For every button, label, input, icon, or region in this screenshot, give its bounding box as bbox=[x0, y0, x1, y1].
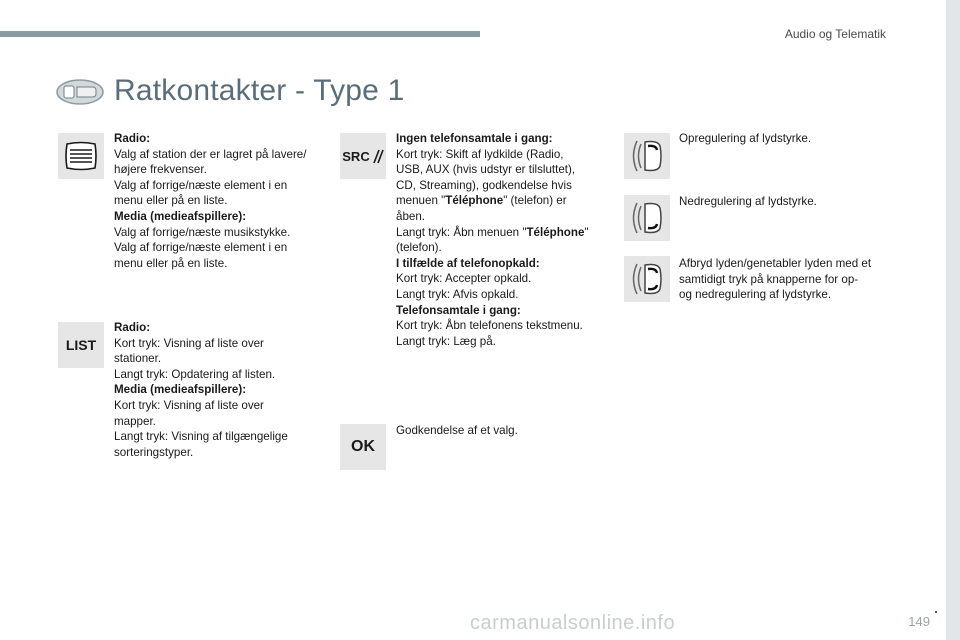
text-line: menu eller på en liste. bbox=[114, 194, 228, 208]
text-line: højere frekvenser. bbox=[114, 163, 207, 177]
list-button-icon bbox=[58, 322, 104, 368]
text-line: Kort tryk: Visning af liste over bbox=[114, 398, 264, 412]
media-heading: Media (medieafspillere): bbox=[114, 209, 247, 223]
text-line: Godkendelse af et valg. bbox=[396, 424, 518, 437]
src-button-icon bbox=[340, 133, 386, 179]
list-description bbox=[114, 320, 330, 460]
mute-icon bbox=[624, 256, 670, 302]
seek-wheel-icon bbox=[58, 133, 104, 179]
text-line: Valg af forrige/næste element i en bbox=[114, 241, 288, 255]
src-description bbox=[396, 131, 618, 349]
in-call-heading: Telefonsamtale i gang: bbox=[396, 303, 521, 317]
text-line: CD, Streaming), godkendelse hvis bbox=[396, 178, 572, 192]
text-line: stationer. bbox=[114, 352, 162, 366]
text-line bbox=[396, 225, 618, 241]
text-line: Nedregulering af lydstyrke. bbox=[679, 195, 817, 208]
text-line: og nedregulering af lydstyrke. bbox=[679, 288, 832, 302]
text-line: Afbryd lyden/genetabler lyden med et bbox=[679, 257, 872, 270]
watermark: carmanualsonline.info bbox=[470, 612, 676, 634]
steering-control-icon bbox=[55, 78, 105, 106]
page-title: Ratkontakter - Type 1 bbox=[114, 74, 405, 107]
text-line: Kort tryk: Skift af lydkilde (Radio, bbox=[396, 147, 564, 161]
text-line: Langt tryk: Afvis opkald. bbox=[396, 287, 519, 301]
text-line: samtidigt tryk på knapperne for op- bbox=[679, 272, 859, 286]
list-button-label: LIST bbox=[65, 337, 97, 353]
volume-down-icon bbox=[624, 195, 670, 241]
media-heading: Media (medieafspillere): bbox=[114, 383, 247, 397]
text-line: åben. bbox=[396, 209, 426, 223]
text-line: menu eller på en liste. bbox=[114, 256, 228, 270]
mute-description bbox=[679, 256, 904, 303]
src-button-label: SRC bbox=[342, 148, 370, 164]
text-line bbox=[396, 193, 618, 209]
text-fragment: menuen " bbox=[396, 194, 446, 208]
text-line: Langt tryk: Læg på. bbox=[396, 334, 496, 348]
ok-button-icon bbox=[340, 424, 386, 470]
ok-button-label: OK bbox=[351, 438, 375, 455]
text-line: Kort tryk: Åbn telefonens tekstmenu. bbox=[396, 319, 583, 333]
text-line: Valg af station der er lagret på lavere/ bbox=[114, 147, 307, 161]
section-title: Audio og Telematik bbox=[784, 27, 886, 41]
page-marker: . bbox=[934, 600, 938, 616]
ok-description bbox=[396, 423, 618, 439]
text-fragment: " bbox=[584, 225, 589, 239]
volume-down-description bbox=[679, 194, 904, 210]
telephone-menu-name: Téléphone bbox=[445, 194, 504, 208]
volume-up-icon bbox=[624, 133, 670, 179]
text-line: Kort tryk: Visning af liste over bbox=[114, 336, 264, 350]
text-line: Opregulering af lydstyrke. bbox=[679, 132, 812, 145]
text-line: Valg af forrige/næste musikstykke. bbox=[114, 225, 291, 239]
text-line: mapper. bbox=[114, 414, 156, 428]
telephone-menu-name: Téléphone bbox=[526, 225, 585, 239]
text-line: Valg af forrige/næste element i en bbox=[114, 178, 288, 192]
incoming-call-heading: I tilfælde af telefonopkald: bbox=[396, 256, 540, 270]
page-number: 149 bbox=[908, 614, 930, 629]
text-line: USB, AUX (hvis udstyr er tilsluttet), bbox=[396, 163, 576, 177]
text-line: sorteringstyper. bbox=[114, 445, 194, 459]
radio-heading: Radio: bbox=[114, 321, 151, 334]
text-line: Langt tryk: Visning af tilgængelige bbox=[114, 430, 288, 444]
text-line: Langt tryk: Opdatering af listen. bbox=[114, 367, 276, 381]
text-fragment: Langt tryk: Åbn menuen " bbox=[396, 225, 527, 239]
page-edge-strip bbox=[946, 0, 960, 640]
radio-heading: Radio: bbox=[114, 132, 151, 145]
text-line: Kort tryk: Accepter opkald. bbox=[396, 272, 532, 286]
seek-description bbox=[114, 131, 330, 271]
text-line: (telefon). bbox=[396, 241, 442, 255]
volume-up-description bbox=[679, 131, 904, 147]
no-call-heading: Ingen telefonsamtale i gang: bbox=[396, 132, 553, 145]
header-accent-bar bbox=[0, 31, 480, 37]
text-fragment: " (telefon) er bbox=[503, 194, 567, 208]
